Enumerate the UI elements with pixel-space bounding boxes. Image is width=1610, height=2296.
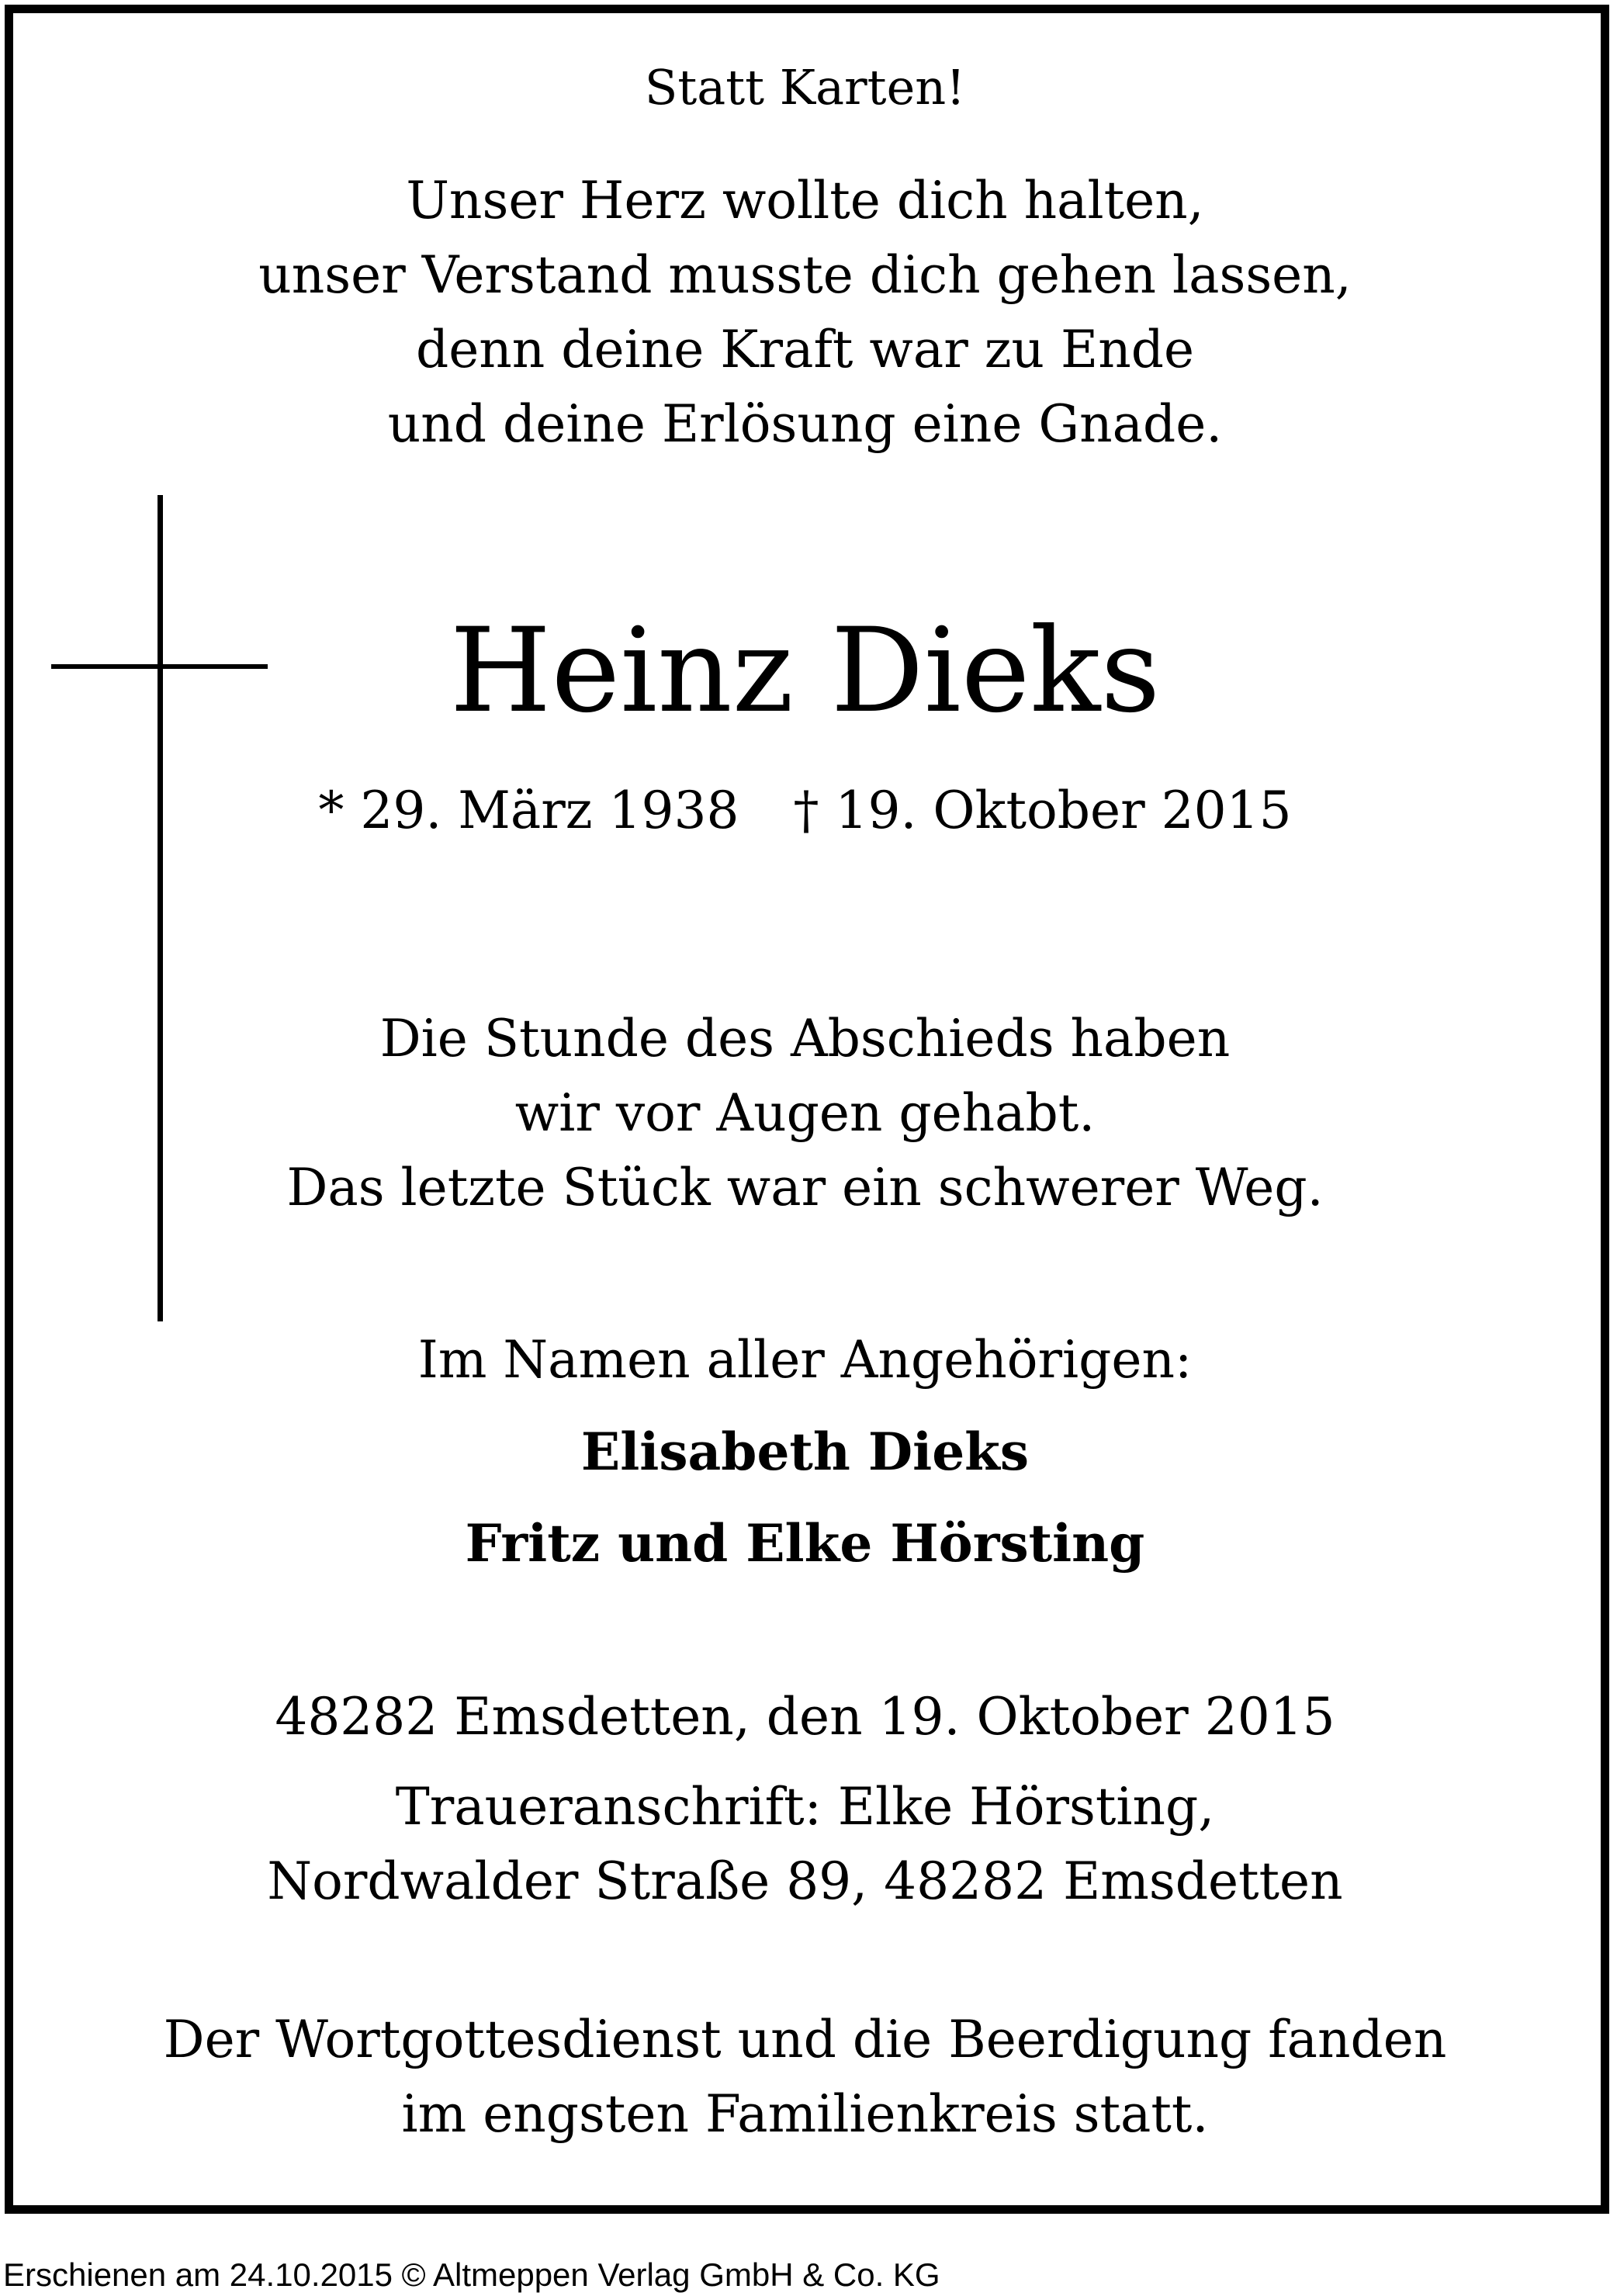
death-date: † 19. Oktober 2015 [793, 781, 1292, 840]
verse-line-1: Unser Herz wollte dich halten, [406, 171, 1204, 230]
verse-line-2: unser Verstand musste dich gehen lassen, [258, 245, 1352, 305]
farewell-line-3: Das letzte Stück war ein schwerer Weg. [286, 1158, 1324, 1217]
notice-header: Statt Karten! [644, 59, 966, 116]
service-line-2: im engsten Familienkreis statt. [401, 2084, 1209, 2144]
address-line-2: Nordwalder Straße 89, 48282 Emsdetten [267, 1851, 1343, 1911]
birth-date: * 29. März 1938 [318, 781, 739, 840]
farewell-line-1: Die Stunde des Abschieds haben [379, 1009, 1231, 1068]
place-and-date: 48282 Emsdetten, den 19. Oktober 2015 [275, 1687, 1335, 1747]
service-line-1: Der Wortgottesdienst und die Beerdigung fanden [163, 2010, 1447, 2069]
address-line-1: Traueranschrift: Elke Hörsting, [395, 1777, 1215, 1837]
family-intro: Im Namen aller Angehörigen: [417, 1330, 1193, 1390]
deceased-name: Heinz Dieks [449, 604, 1161, 739]
farewell-line-2: wir vor Augen gehabt. [514, 1083, 1096, 1143]
verse-line-3: denn deine Kraft war zu Ende [415, 320, 1195, 379]
publication-credit: Erschienen am 24.10.2015 © Altmeppen Verlag GmbH & Co. KG [3, 2256, 940, 2293]
family-member-2: Fritz und Elke Hörsting [465, 1513, 1145, 1574]
verse-line-4: und deine Erlösung eine Gnade. [387, 394, 1223, 454]
family-member-1: Elisabeth Dieks [580, 1422, 1030, 1482]
life-dates [0, 781, 1610, 840]
